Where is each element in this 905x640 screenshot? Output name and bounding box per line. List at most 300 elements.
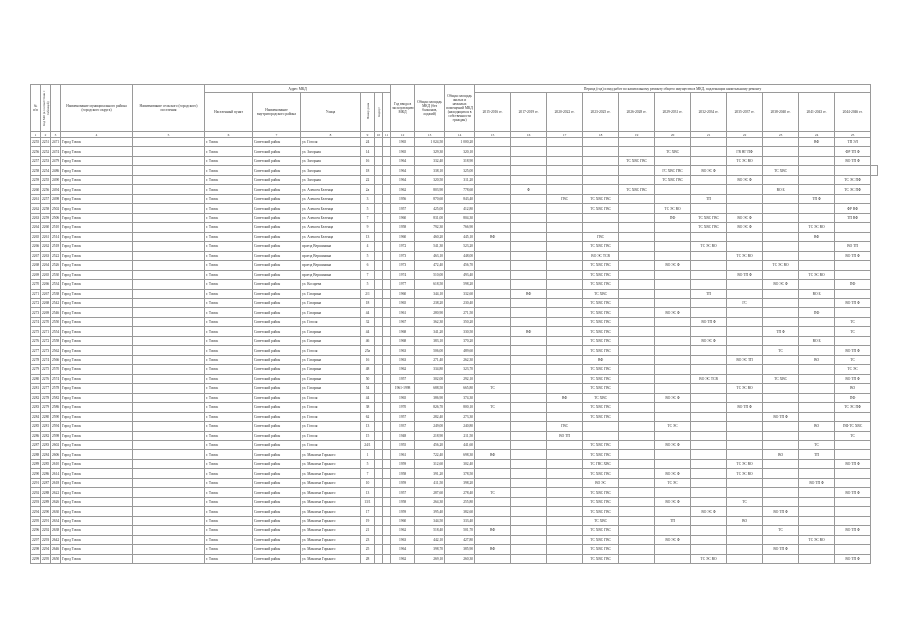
row-area-total: 271,40 bbox=[415, 355, 445, 364]
table-row bbox=[31, 213, 878, 222]
row-work-cell bbox=[547, 166, 583, 175]
row-settlement bbox=[133, 365, 205, 374]
row-work-cell bbox=[475, 478, 511, 487]
row-number: 2289 bbox=[31, 459, 41, 468]
row-work-cell bbox=[763, 298, 799, 307]
row-id: 2610 bbox=[51, 459, 61, 468]
row-work-cell bbox=[619, 213, 655, 222]
row-id: 2642 bbox=[51, 535, 61, 544]
year-header-4: 2026-2028 гг. bbox=[619, 93, 655, 132]
row-work-cell bbox=[691, 327, 727, 336]
row-work-cell bbox=[727, 374, 763, 383]
row-work-cell bbox=[547, 545, 583, 554]
row-area-premises: 1 000,20 bbox=[445, 138, 475, 147]
row-street: ул. Гагарина bbox=[301, 384, 361, 393]
row-area-total: 238,20 bbox=[415, 298, 445, 307]
row-work-cell: ТС ХВС ГВС bbox=[583, 450, 619, 459]
row-work-cell bbox=[691, 488, 727, 497]
row-work-cell bbox=[691, 441, 727, 450]
col-year-header: Год ввода в эксплуатацию МКД bbox=[391, 85, 415, 132]
row-area-premises: 333,40 bbox=[445, 516, 475, 525]
row-code: 2252 bbox=[41, 147, 51, 156]
row-work-cell bbox=[619, 554, 655, 563]
row-settlement bbox=[133, 384, 205, 393]
row-id: 2618 bbox=[51, 478, 61, 487]
row-work-cell: ВО ТП Ф bbox=[727, 270, 763, 279]
row-house: 22 bbox=[361, 175, 375, 184]
row-municipality: Город Томск bbox=[61, 478, 133, 487]
row-house: 44 bbox=[361, 308, 375, 317]
row-work-cell bbox=[475, 422, 511, 431]
row-code: 2267 bbox=[41, 289, 51, 298]
table-row bbox=[31, 497, 878, 506]
row-work-cell: ВФ bbox=[511, 327, 547, 336]
row-code: 2291 bbox=[41, 516, 51, 525]
row-id: 2566 bbox=[51, 355, 61, 364]
row-work-cell bbox=[619, 232, 655, 241]
row-locality: г. Томск bbox=[205, 526, 253, 535]
row-work-cell: ВО ЭС bbox=[583, 478, 619, 487]
table-row bbox=[31, 242, 878, 251]
row-municipality: Город Томск bbox=[61, 251, 133, 260]
row-work-cell: ВО ЭС Ф bbox=[655, 535, 691, 544]
row-area-premises: 211,50 bbox=[445, 431, 475, 440]
row-work-cell: ТС ХВС bbox=[583, 516, 619, 525]
row-number: 2270 bbox=[31, 280, 41, 289]
row-area-premises: 320,10 bbox=[445, 147, 475, 156]
row-area-premises: 523,20 bbox=[445, 242, 475, 251]
row-number: 2280 bbox=[31, 374, 41, 383]
year-header-9: 2041-2043 гг. bbox=[799, 93, 835, 132]
row-work-cell: ВФ bbox=[475, 545, 511, 554]
row-settlement bbox=[133, 535, 205, 544]
row-municipality: Город Томск bbox=[61, 384, 133, 393]
row-work-cell bbox=[619, 317, 655, 326]
row-area-total: 506,00 bbox=[415, 346, 445, 355]
row-work-cell bbox=[511, 317, 547, 326]
row-blank bbox=[383, 213, 391, 222]
row-area-total: 541,30 bbox=[415, 242, 445, 251]
row-municipality: Город Томск bbox=[61, 223, 133, 232]
row-work-cell bbox=[691, 298, 727, 307]
row-work-cell: ТС ЭС ПФ bbox=[835, 185, 871, 194]
row-work-cell: ТС ХВС ГВС bbox=[583, 270, 619, 279]
row-settlement bbox=[133, 185, 205, 194]
row-area-premises: 318,90 bbox=[445, 156, 475, 165]
row-settlement bbox=[133, 441, 205, 450]
row-area-total: 386,90 bbox=[415, 393, 445, 402]
row-work-cell: ТС ХВС ГВС bbox=[583, 554, 619, 563]
row-work-cell bbox=[691, 270, 727, 279]
row-street: ул. Гагарина bbox=[301, 298, 361, 307]
row-district: Советский район bbox=[253, 384, 301, 393]
row-corpus bbox=[375, 327, 383, 336]
row-area-total: 722,40 bbox=[415, 450, 445, 459]
row-area-premises: 230,40 bbox=[445, 298, 475, 307]
row-municipality: Город Томск bbox=[61, 317, 133, 326]
row-house: 38 bbox=[361, 403, 375, 412]
row-work-cell bbox=[727, 393, 763, 402]
row-code: 2290 bbox=[41, 507, 51, 516]
table-row bbox=[31, 166, 878, 175]
row-work-cell bbox=[799, 280, 835, 289]
row-settlement bbox=[133, 393, 205, 402]
row-area-premises: 456,70 bbox=[445, 261, 475, 270]
row-work-cell: ТС ХВС ГВС bbox=[583, 280, 619, 289]
row-work-cell bbox=[835, 441, 871, 450]
row-settlement bbox=[133, 327, 205, 336]
row-house: 16 bbox=[361, 355, 375, 364]
row-blank bbox=[383, 507, 391, 516]
row-street: проезд Вершинина bbox=[301, 242, 361, 251]
row-area-total: 282,40 bbox=[415, 412, 445, 421]
row-settlement bbox=[133, 138, 205, 147]
row-work-cell bbox=[763, 175, 799, 184]
row-year: 1957 bbox=[391, 374, 415, 383]
row-number: 2287 bbox=[31, 441, 41, 450]
row-number: 2293 bbox=[31, 497, 41, 506]
row-corpus bbox=[375, 431, 383, 440]
row-number: 2264 bbox=[31, 223, 41, 232]
col-number-12: 13 bbox=[415, 132, 445, 138]
row-work-cell bbox=[475, 336, 511, 345]
row-district: Советский район bbox=[253, 336, 301, 345]
row-house: 24/1 bbox=[361, 441, 375, 450]
row-year: 1965 bbox=[391, 147, 415, 156]
row-work-cell: ВО bbox=[835, 384, 871, 393]
row-code: 2261 bbox=[41, 232, 51, 241]
row-year: 1973 bbox=[391, 261, 415, 270]
row-locality: г. Томск bbox=[205, 213, 253, 222]
table-row bbox=[31, 365, 878, 374]
row-work-cell bbox=[547, 156, 583, 165]
row-municipality: Город Томск bbox=[61, 545, 133, 554]
row-blank bbox=[383, 384, 391, 393]
table-row bbox=[31, 194, 878, 203]
row-blank bbox=[383, 450, 391, 459]
row-street: ул. Загорная bbox=[301, 147, 361, 156]
row-district: Советский район bbox=[253, 478, 301, 487]
row-work-cell bbox=[655, 554, 691, 563]
row-settlement bbox=[133, 298, 205, 307]
row-street: ул. Загорная bbox=[301, 166, 361, 175]
row-work-cell bbox=[475, 175, 511, 184]
row-id: 2650 bbox=[51, 554, 61, 563]
row-work-cell: ТП ЭЛ bbox=[835, 138, 871, 147]
row-work-cell bbox=[691, 469, 727, 478]
row-work-cell bbox=[547, 346, 583, 355]
row-work-cell bbox=[799, 242, 835, 251]
table-row bbox=[31, 336, 878, 345]
row-area-total: 280,90 bbox=[415, 308, 445, 317]
row-work-cell bbox=[475, 441, 511, 450]
row-code: 2288 bbox=[41, 488, 51, 497]
row-locality: г. Томск bbox=[205, 535, 253, 544]
row-area-premises: 441,60 bbox=[445, 441, 475, 450]
row-area-total: 510,00 bbox=[415, 270, 445, 279]
col-mun-area-header: Наименование муниципального района (городского округа) bbox=[61, 85, 133, 132]
row-work-cell bbox=[547, 232, 583, 241]
row-code: 2264 bbox=[41, 261, 51, 270]
row-area-premises: 292,10 bbox=[445, 374, 475, 383]
row-settlement bbox=[133, 355, 205, 364]
row-year: 1956 bbox=[391, 194, 415, 203]
row-locality: г. Томск bbox=[205, 431, 253, 440]
row-work-cell bbox=[475, 280, 511, 289]
row-settlement bbox=[133, 526, 205, 535]
table-row bbox=[31, 270, 878, 279]
row-corpus bbox=[375, 545, 383, 554]
row-locality: г. Томск bbox=[205, 327, 253, 336]
table-row bbox=[31, 545, 878, 554]
row-work-cell: ТС ХВС ГВС bbox=[583, 507, 619, 516]
row-settlement bbox=[133, 251, 205, 260]
row-work-cell bbox=[691, 384, 727, 393]
row-code: 2287 bbox=[41, 478, 51, 487]
row-house: 18 bbox=[361, 298, 375, 307]
row-house: 6 bbox=[361, 261, 375, 270]
row-work-cell bbox=[835, 223, 871, 232]
row-corpus bbox=[375, 336, 383, 345]
row-work-cell bbox=[655, 336, 691, 345]
row-house: 7 bbox=[361, 469, 375, 478]
row-district: Советский район bbox=[253, 497, 301, 506]
table-row bbox=[31, 422, 878, 431]
row-work-cell: ТС ЭС ПФ bbox=[835, 403, 871, 412]
row-work-cell: ВО ТП Ф bbox=[763, 412, 799, 421]
row-work-cell bbox=[691, 450, 727, 459]
row-year: 1972 bbox=[391, 242, 415, 251]
row-id: 2554 bbox=[51, 327, 61, 336]
row-number: 2261 bbox=[31, 194, 41, 203]
year-header-5: 2029-2031 гг. bbox=[655, 93, 691, 132]
row-area-total: 287,60 bbox=[415, 488, 445, 497]
row-id: 2514 bbox=[51, 232, 61, 241]
row-area-total: 264,30 bbox=[415, 497, 445, 506]
row-work-cell bbox=[475, 497, 511, 506]
row-work-cell bbox=[475, 412, 511, 421]
row-locality: г. Томск bbox=[205, 422, 253, 431]
row-work-cell bbox=[763, 393, 799, 402]
row-work-cell bbox=[619, 478, 655, 487]
row-work-cell: ТС ХВС ГВС bbox=[583, 308, 619, 317]
row-work-cell bbox=[619, 441, 655, 450]
row-work-cell bbox=[475, 289, 511, 298]
row-work-cell bbox=[799, 156, 835, 165]
row-number: 2265 bbox=[31, 232, 41, 241]
col-number-22: 23 bbox=[763, 132, 799, 138]
row-municipality: Город Томск bbox=[61, 488, 133, 497]
row-code: 2277 bbox=[41, 384, 51, 393]
table-row bbox=[31, 223, 878, 232]
row-work-cell bbox=[583, 213, 619, 222]
row-work-cell bbox=[799, 403, 835, 412]
row-work-cell: ТС ХВС ГВС bbox=[583, 488, 619, 497]
row-work-cell bbox=[619, 194, 655, 203]
row-locality: г. Томск bbox=[205, 251, 253, 260]
row-settlement bbox=[133, 478, 205, 487]
row-work-cell: ТС ЭС ВО bbox=[799, 223, 835, 232]
row-code: 2283 bbox=[41, 441, 51, 450]
row-corpus bbox=[375, 147, 383, 156]
row-locality: г. Томск bbox=[205, 393, 253, 402]
row-work-cell bbox=[691, 346, 727, 355]
row-number: 2278 bbox=[31, 355, 41, 364]
row-district: Советский район bbox=[253, 194, 301, 203]
row-municipality: Город Томск bbox=[61, 516, 133, 525]
row-area-premises: 370,20 bbox=[445, 336, 475, 345]
row-work-cell bbox=[655, 346, 691, 355]
row-year: 1962 bbox=[391, 526, 415, 535]
row-year: 1957 bbox=[391, 488, 415, 497]
col-number-16: 17 bbox=[547, 132, 583, 138]
col-number-24: 25 bbox=[835, 132, 871, 138]
row-work-cell bbox=[619, 365, 655, 374]
row-work-cell bbox=[547, 280, 583, 289]
row-year: 1960 bbox=[391, 516, 415, 525]
row-house: 16 bbox=[361, 156, 375, 165]
col-number-23: 24 bbox=[799, 132, 835, 138]
row-work-cell: ТС ЭС ВО bbox=[727, 459, 763, 468]
row-id: 2518 bbox=[51, 242, 61, 251]
row-work-cell bbox=[511, 535, 547, 544]
row-work-cell: ВФ bbox=[475, 450, 511, 459]
row-corpus bbox=[375, 355, 383, 364]
row-street: ул. Гоголя bbox=[301, 393, 361, 402]
row-blank bbox=[383, 535, 391, 544]
row-work-cell bbox=[475, 469, 511, 478]
row-district: Советский район bbox=[253, 526, 301, 535]
row-id: 2614 bbox=[51, 469, 61, 478]
row-code: 2259 bbox=[41, 213, 51, 222]
row-work-cell bbox=[547, 327, 583, 336]
row-municipality: Город Томск bbox=[61, 261, 133, 270]
row-corpus bbox=[375, 251, 383, 260]
row-id: 2582 bbox=[51, 393, 61, 402]
row-work-cell: ТС ХВС bbox=[583, 393, 619, 402]
row-number: 2282 bbox=[31, 393, 41, 402]
row-work-cell: ВО ЭС Ф bbox=[763, 280, 799, 289]
row-code: 2274 bbox=[41, 355, 51, 364]
row-work-cell bbox=[547, 185, 583, 194]
row-area-total: 460,20 bbox=[415, 232, 445, 241]
row-id: 2558 bbox=[51, 336, 61, 345]
row-work-cell bbox=[655, 194, 691, 203]
row-work-cell: ВО ТП Ф bbox=[835, 488, 871, 497]
row-municipality: Город Томск bbox=[61, 412, 133, 421]
row-blank bbox=[383, 459, 391, 468]
row-district: Советский район bbox=[253, 308, 301, 317]
col-number-1: 2 bbox=[41, 132, 51, 138]
row-work-cell: ВО ЭС Ф bbox=[727, 213, 763, 222]
row-municipality: Город Томск bbox=[61, 175, 133, 184]
row-year: 1967 bbox=[391, 317, 415, 326]
row-district: Советский район bbox=[253, 185, 301, 194]
row-work-cell: ТС ЭС ВО bbox=[691, 554, 727, 563]
row-work-cell bbox=[511, 308, 547, 317]
row-municipality: Город Томск bbox=[61, 469, 133, 478]
row-work-cell bbox=[619, 469, 655, 478]
row-work-cell: ВО ЭС ТП bbox=[727, 355, 763, 364]
row-work-cell bbox=[835, 336, 871, 345]
row-house: 7 bbox=[361, 213, 375, 222]
row-settlement bbox=[133, 412, 205, 421]
row-corpus bbox=[375, 223, 383, 232]
row-municipality: Город Томск bbox=[61, 554, 133, 563]
row-street: ул. Максима Горького bbox=[301, 554, 361, 563]
row-corpus bbox=[375, 535, 383, 544]
row-work-cell: ВО ТП Ф bbox=[835, 554, 871, 563]
row-area-total: 398,70 bbox=[415, 545, 445, 554]
row-district: Советский район bbox=[253, 441, 301, 450]
row-work-cell: ВО ТП Ф bbox=[835, 346, 871, 355]
row-area-premises: 262,30 bbox=[445, 355, 475, 364]
col-area-total-header: Общая площадь МКД (без балконов, лоджий) bbox=[415, 85, 445, 132]
row-work-cell bbox=[655, 138, 691, 147]
row-work-cell bbox=[511, 450, 547, 459]
row-area-total: 344,10 bbox=[415, 289, 445, 298]
row-work-cell bbox=[511, 138, 547, 147]
row-house: 46 bbox=[361, 336, 375, 345]
row-work-cell bbox=[691, 497, 727, 506]
row-municipality: Город Томск bbox=[61, 308, 133, 317]
year-header-8: 2038-2040 гг. bbox=[763, 93, 799, 132]
row-house: 2а bbox=[361, 185, 375, 194]
row-house: 24 bbox=[361, 138, 375, 147]
row-street: ул. Гагарина bbox=[301, 336, 361, 345]
row-corpus bbox=[375, 422, 383, 431]
row-work-cell: ГВС bbox=[583, 232, 619, 241]
row-work-cell: ТП bbox=[799, 450, 835, 459]
row-settlement bbox=[133, 289, 205, 298]
row-area-total: 391,20 bbox=[415, 469, 445, 478]
col-settlement-header: Наименование сельского (городского) поселения bbox=[133, 85, 205, 132]
row-work-cell: ТС ХВС ГВС bbox=[583, 441, 619, 450]
col-number-6: 7 bbox=[253, 132, 301, 138]
row-number: 2255 bbox=[31, 138, 41, 147]
row-work-cell bbox=[799, 261, 835, 270]
row-work-cell: ВО ЭС Ф bbox=[727, 175, 763, 184]
col-id-header bbox=[51, 85, 61, 132]
row-district: Советский район bbox=[253, 213, 301, 222]
row-work-cell: ТС ХВС ГВС bbox=[583, 242, 619, 251]
row-work-cell bbox=[619, 497, 655, 506]
row-id: 2578 bbox=[51, 384, 61, 393]
row-work-cell bbox=[547, 469, 583, 478]
row-work-cell bbox=[547, 308, 583, 317]
row-work-cell bbox=[763, 365, 799, 374]
row-locality: г. Томск bbox=[205, 545, 253, 554]
row-house: 44 bbox=[361, 393, 375, 402]
row-blank bbox=[383, 147, 391, 156]
row-code: 2257 bbox=[41, 194, 51, 203]
table-row bbox=[31, 175, 878, 184]
row-work-cell bbox=[619, 298, 655, 307]
row-settlement bbox=[133, 194, 205, 203]
row-work-cell: ВО Б bbox=[799, 336, 835, 345]
row-work-cell bbox=[619, 336, 655, 345]
row-code: 2293 bbox=[41, 535, 51, 544]
row-municipality: Город Томск bbox=[61, 156, 133, 165]
row-code: 2275 bbox=[41, 365, 51, 374]
row-number: 2279 bbox=[31, 365, 41, 374]
row-id: 2494 bbox=[51, 185, 61, 194]
row-work-cell: ВО ТП Ф bbox=[835, 156, 871, 165]
col-number-4: 5 bbox=[133, 132, 205, 138]
row-municipality: Город Томск bbox=[61, 232, 133, 241]
row-code: 2268 bbox=[41, 298, 51, 307]
row-street: ул. Гагарина bbox=[301, 327, 361, 336]
